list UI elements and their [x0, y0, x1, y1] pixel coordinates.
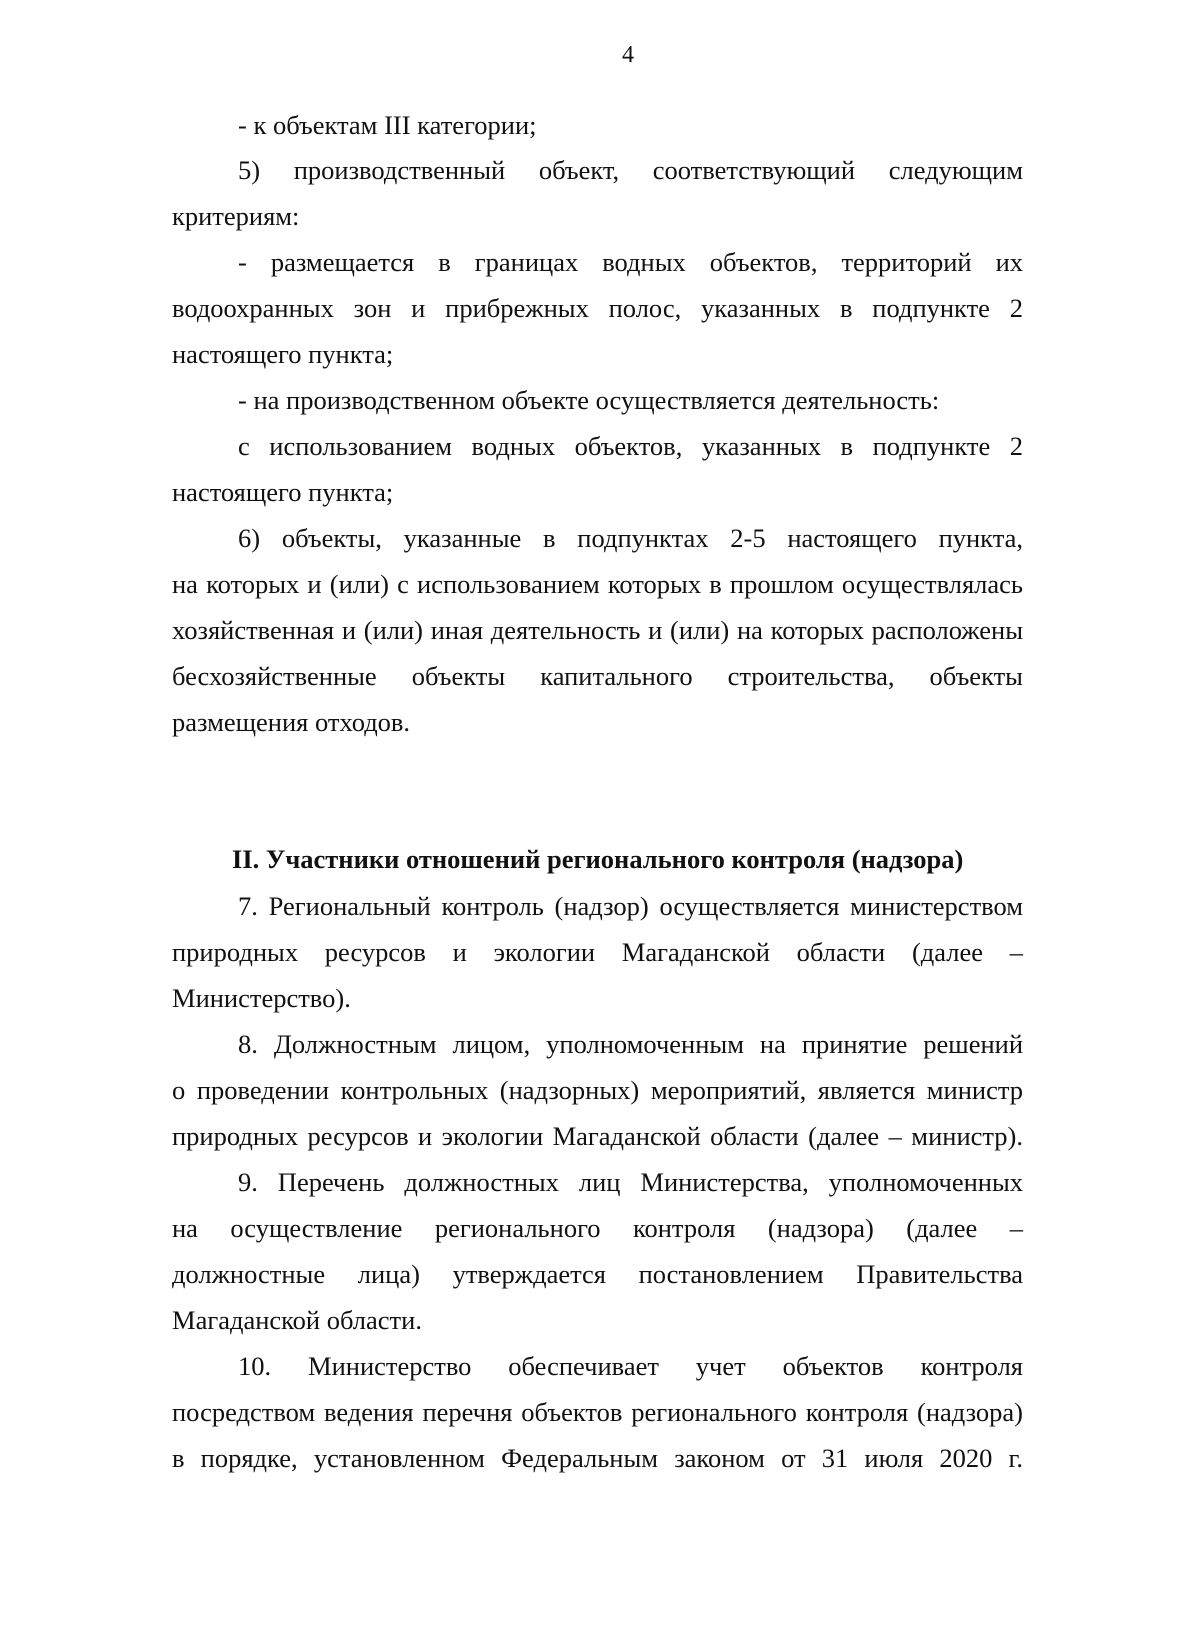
text-line: - размещается в границах водных объектов, территорий их — [238, 247, 1023, 277]
text-line: Магаданской области. — [172, 1305, 422, 1335]
text-line: 9. Перечень должностных лиц Министерства, уполномоченных — [238, 1167, 1023, 1197]
text-line: должностные лица) утверждается постановлением Правительства — [172, 1259, 1023, 1289]
text-line: настоящего пункта; — [172, 339, 394, 369]
text-line: настоящего пункта; — [172, 477, 394, 507]
text-line: - к объектам III категории; — [238, 110, 537, 140]
text-line: на которых и (или) с использованием которых в прошлом осуществлялась — [172, 569, 1023, 599]
text-line: 7. Региональный контроль (надзор) осуществляется министерством — [238, 891, 1023, 921]
text-line: посредством ведения перечня объектов регионального контроля (надзора) — [172, 1397, 1023, 1427]
text-line: хозяйственная и (или) иная деятельность и (или) на которых расположены — [172, 615, 1023, 645]
text-line: в порядке, установленном Федеральным законом от 31 июля 2020 г. — [172, 1443, 1023, 1473]
text-line: критериям: — [172, 201, 300, 231]
text-line: на осуществление регионального контроля (надзора) (далее – — [172, 1213, 1023, 1243]
text-line: - на производственном объекте осуществляется деятельность: — [238, 385, 940, 415]
text-line: о проведении контрольных (надзорных) мероприятий, является министр — [172, 1075, 1023, 1105]
section-heading: II. Участники отношений регионального контроля (надзора) — [232, 844, 964, 874]
text-line: водоохранных зон и прибрежных полос, указанных в подпункте 2 — [172, 293, 1023, 323]
text-line: бесхозяйственные объекты капитального строительства, объекты — [172, 661, 1023, 691]
text-line: с использованием водных объектов, указанных в подпункте 2 — [238, 431, 1023, 461]
text-line: 10. Министерство обеспечивает учет объектов контроля — [238, 1351, 1023, 1381]
page-number: 4 — [622, 42, 634, 68]
text-line: природных ресурсов и экологии Магаданской области (далее – министр). — [172, 1121, 1023, 1151]
text-line: природных ресурсов и экологии Магаданской области (далее – — [172, 937, 1023, 967]
text-line: 8. Должностным лицом, уполномоченным на принятие решений — [238, 1029, 1023, 1059]
text-line: размещения отходов. — [172, 707, 411, 737]
text-line: Министерство). — [172, 983, 351, 1013]
text-line: 6) объекты, указанные в подпунктах 2-5 настоящего пункта, — [238, 523, 1023, 553]
text-line: 5) производственный объект, соответствующий следующим — [238, 155, 1023, 185]
